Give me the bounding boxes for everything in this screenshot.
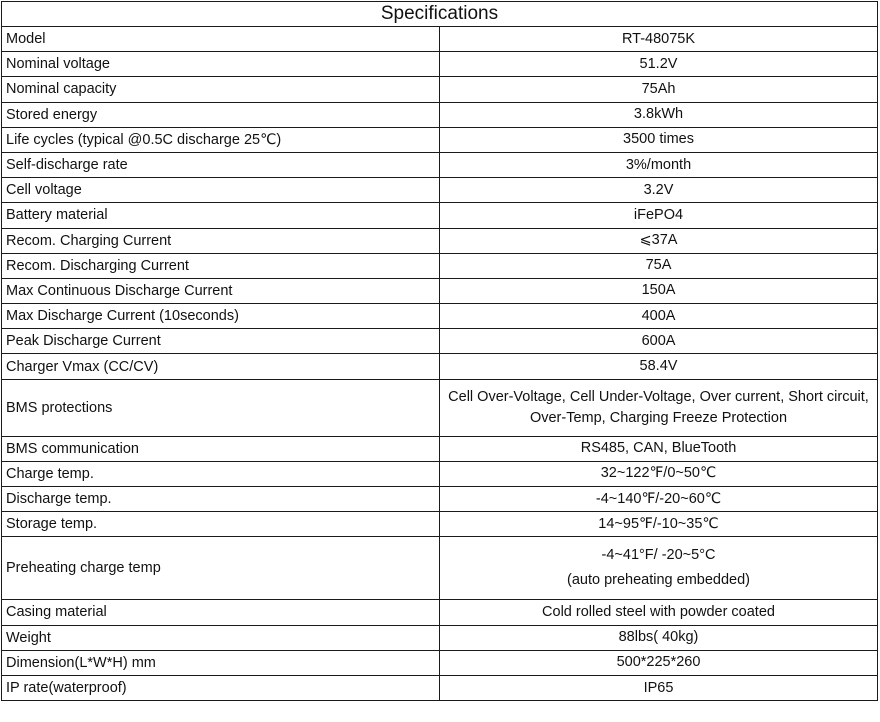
spec-value xyxy=(440,228,878,253)
table-row xyxy=(2,487,878,512)
spec-value xyxy=(440,625,878,650)
table-row xyxy=(2,436,878,461)
spec-label: Discharge temp. xyxy=(2,487,440,512)
table-header-row xyxy=(2,2,878,27)
spec-value-line: 3.2V xyxy=(643,181,674,198)
spec-value-line: 75A xyxy=(645,257,672,274)
spec-label: Dimension(L*W*H) mm xyxy=(2,650,440,675)
table-row xyxy=(2,278,878,303)
spec-value-line: 32~122℉/0~50℃ xyxy=(600,465,717,482)
spec-value xyxy=(440,600,878,625)
spec-value xyxy=(440,102,878,127)
spec-label: Casing material xyxy=(2,600,440,625)
spec-label: IP rate(waterproof) xyxy=(2,675,440,700)
spec-value xyxy=(440,52,878,77)
spec-value xyxy=(440,127,878,152)
spec-label: Charger Vmax (CC/CV) xyxy=(2,354,440,379)
table-row xyxy=(2,461,878,486)
spec-value-line: 58.4V xyxy=(639,358,678,375)
spec-label: Cell voltage xyxy=(2,178,440,203)
spec-label: Peak Discharge Current xyxy=(2,329,440,354)
spec-value xyxy=(440,354,878,379)
table-row xyxy=(2,537,878,600)
spec-label: Life cycles (typical @0.5C discharge 25℃) xyxy=(2,127,440,152)
spec-label: BMS communication xyxy=(2,436,440,461)
spec-value xyxy=(440,537,878,600)
spec-label: Self-discharge rate xyxy=(2,152,440,177)
spec-value xyxy=(440,203,878,228)
spec-label: Nominal capacity xyxy=(2,77,440,102)
spec-value-line: 400A xyxy=(641,307,676,324)
spec-label: Preheating charge temp xyxy=(2,537,440,600)
table-row xyxy=(2,650,878,675)
spec-value xyxy=(440,650,878,675)
table-row xyxy=(2,127,878,152)
table-row xyxy=(2,304,878,329)
spec-label: Storage temp. xyxy=(2,512,440,537)
table-row xyxy=(2,77,878,102)
table-row xyxy=(2,228,878,253)
spec-label: Model xyxy=(2,27,440,52)
spec-label: Max Discharge Current (10seconds) xyxy=(2,304,440,329)
spec-label: Nominal voltage xyxy=(2,52,440,77)
spec-value xyxy=(440,675,878,700)
table-row xyxy=(2,379,878,436)
spec-value xyxy=(440,461,878,486)
spec-label: Recom. Discharging Current xyxy=(2,253,440,278)
spec-value xyxy=(440,278,878,303)
table-row xyxy=(2,512,878,537)
spec-value-line: (auto preheating embedded) xyxy=(567,572,750,589)
spec-label: BMS protections xyxy=(2,379,440,436)
spec-value-line: 3%/month xyxy=(625,156,692,173)
spec-value xyxy=(440,178,878,203)
spec-value-line: 75Ah xyxy=(641,80,676,97)
table-row xyxy=(2,253,878,278)
spec-value-line: 88lbs( 40kg) xyxy=(618,629,699,646)
spec-value-line: iFePO4 xyxy=(633,206,684,223)
spec-value xyxy=(440,487,878,512)
table-row xyxy=(2,625,878,650)
spec-label: Max Continuous Discharge Current xyxy=(2,278,440,303)
spec-value-line: 500*225*260 xyxy=(616,654,701,671)
table-row xyxy=(2,354,878,379)
spec-value xyxy=(440,329,878,354)
table-row xyxy=(2,27,878,52)
spec-value xyxy=(440,436,878,461)
spec-label: Recom. Charging Current xyxy=(2,228,440,253)
spec-value-line: Over-Temp, Charging Freeze Protection xyxy=(529,409,788,426)
spec-value xyxy=(440,379,878,436)
spec-label: Weight xyxy=(2,625,440,650)
spec-value-line: ⩽37A xyxy=(639,232,678,249)
spec-value-line: Cold rolled steel with powder coated xyxy=(542,603,775,620)
specifications-table xyxy=(1,1,878,701)
spec-label: Charge temp. xyxy=(2,461,440,486)
spec-value-line: Cell Over-Voltage, Cell Under-Voltage, Over current, Short circuit, xyxy=(448,388,869,405)
spec-value xyxy=(440,512,878,537)
spec-value-line: 150A xyxy=(641,282,676,299)
spec-value xyxy=(440,27,878,52)
spec-value-line: 3.8kWh xyxy=(633,106,684,123)
table-row xyxy=(2,178,878,203)
spec-value xyxy=(440,152,878,177)
spec-value-line: 14~95℉/-10~35℃ xyxy=(598,515,719,532)
table-title: Specifications xyxy=(2,2,878,27)
spec-value-line: -4~140℉/-20~60℃ xyxy=(595,490,722,507)
table-row xyxy=(2,203,878,228)
table-row xyxy=(2,102,878,127)
spec-value-line: 3500 times xyxy=(623,131,694,148)
spec-value xyxy=(440,253,878,278)
table-row xyxy=(2,329,878,354)
table-row xyxy=(2,52,878,77)
spec-value-line: 51.2V xyxy=(639,55,678,72)
table-row xyxy=(2,600,878,625)
spec-value-line: -4~41°F/ -20~5°C xyxy=(601,547,716,564)
spec-value xyxy=(440,304,878,329)
table-body xyxy=(2,27,878,701)
table-row xyxy=(2,675,878,700)
spec-label: Battery material xyxy=(2,203,440,228)
spec-value-line: IP65 xyxy=(643,679,674,696)
spec-value-line: 600A xyxy=(641,332,676,349)
spec-value-line: RT-48075K xyxy=(621,30,696,47)
table-row xyxy=(2,152,878,177)
spec-label: Stored energy xyxy=(2,102,440,127)
spec-value xyxy=(440,77,878,102)
spec-value-line: RS485, CAN, BlueTooth xyxy=(580,440,737,457)
